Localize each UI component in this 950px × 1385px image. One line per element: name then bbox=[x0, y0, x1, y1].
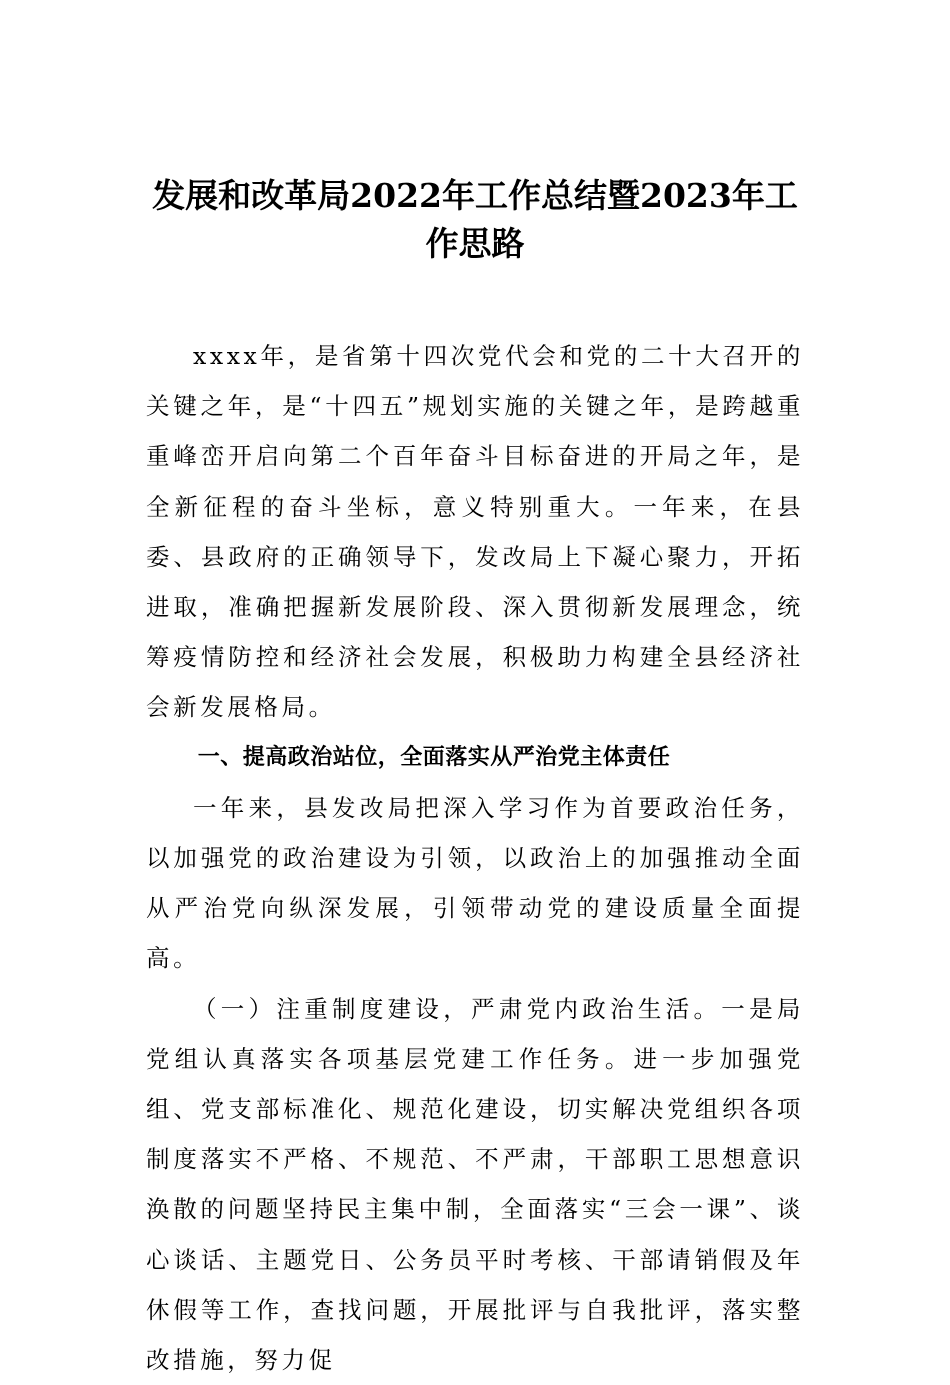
title-line-2: 作思路 bbox=[425, 224, 525, 263]
document-body bbox=[146, 331, 804, 1385]
document-title bbox=[130, 172, 820, 268]
intro-paragraph: xxxx年，是省第十四次党代会和党的二十大召开的关键之年，是“十四五”规划实施的关键之年，是跨越重重峰峦开启向第二个百年奋斗目标奋进的开局之年，是全新征程的奋斗坐标，意义特别重大。一年来，在县委、县政府的正确领导下，发改局上下凝心聚力，开拓进取，准确把握新发展阶段、深入贯彻新发展理念，统筹疫情防控和经济社会发展，积极助力构建全县经济社会新发展格局。 bbox=[146, 342, 804, 722]
section-paragraph: 一年来，县发改局把深入学习作为首要政治任务，以加强党的政治建设为引领，以政治上的加强推动全面从严治党向纵深发展，引领带动党的建设质量全面提高。 bbox=[146, 793, 804, 973]
subsection-paragraph: （一）注重制度建设，严肃党内政治生活。一是局党组认真落实各项基层党建工作任务。进一步加强党组、党支部标准化、规范化建设，切实解决党组织各项制度落实不严格、不规范、不严肃，干部职工思想意识涣散的问题坚持民主集中制，全面落实“三会一课”、谈心谈话、主题党日、公务员平时考核、干部请销假及年休假等工作，查找问题，开展批评与自我批评，落实整改措施，努力促 bbox=[146, 994, 804, 1375]
title-line-1: 发展和改革局2022年工作总结暨2023年工 bbox=[152, 176, 798, 215]
section-heading: 一、提高政治站位，全面落实从严治党主体责任 bbox=[197, 744, 671, 770]
